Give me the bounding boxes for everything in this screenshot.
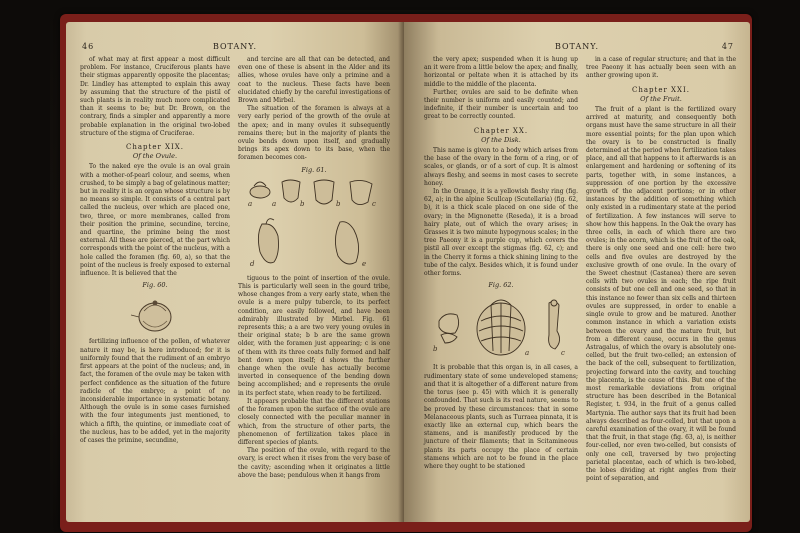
left-col1-para3: fertilizing influence of the pollen, of whatever nature it may be, is here introduced; for it is uniformly found that the rudiment of an embryo first appears at the point of the nucleus; and, in fact, the foramen of the ovule may be taken with perfect confidence as the situation of the future radicle of the embryo; a point of no inconsiderable importance in systematic botany. Although the ovule is in some cases furnished with the four integuments just mentioned, to which a fifth, the quintine, or immediate coat of the nucleus, has to be added, yet in the majority of cases the primine, secundine,	[80, 338, 230, 444]
left-col2-para5: The position of the ovule, with regard to the ovary, is erect when it rises from the very base of the cavity; ascending when it originates a little above the base; pendulous when it hangs from	[238, 447, 390, 479]
svg-text:a: a	[272, 199, 277, 208]
right-col2-para1: in a case of regular structure; and that in the tree Paeony it has actually been seen with an anther growing upon it.	[586, 56, 736, 80]
left-page-number: 46	[82, 42, 95, 51]
figure-62-disk-illustration	[431, 291, 571, 361]
right-page	[404, 22, 750, 522]
section-heading-disk: Of the Disk.	[481, 135, 521, 144]
svg-text:d: d	[250, 259, 255, 268]
right-column-2	[586, 56, 736, 483]
right-page-number: 47	[721, 42, 734, 51]
right-col2-para2: The fruit of a plant is the fertilized ovary arrived at maturity, and consequently both organs must have the same structure in all their more essential points; for the plan upon which the ovary is to be constructed is finally determined at the period when fertilization takes place, and all that happens to it afterwards is an enlargement and hardening or softening of its parts, together with, in some instances, a suppression of one portion by the excessive growth of the adjacent portions; or in other instances by the addition of something which only existed in a rudimentary state at the period of fertilization. A few instances will serve to show how this happens. In the Oak the ovary has three cells, in each of which there are two ovules; in the acorn, which is the fruit of the oak, there is only one seed and one cell: here two cells and five ovules are destroyed by the exclusive growth of one ovule. In the ovary of the Sweet chestnut (Castanea) there are seven cells with two ovules in each; the ripe fruit consists of but one cell and one seed, so that in this instance no fewer than six cells and thirteen ovules are suppressed, in order to enable a single ovule to grow and be matured. Another common instance in which a variation exists between the ovary and the mature fruit, but from a different cause, occurs in the genus Astragalus, of which the ovary is absolutely one-celled, but the fruit two-celled; an extension of the back of the cell, subsequent to fertilization, projecting forward into the cavity, and touching the placenta, is the cause of this. But one of the most remarkable deviations from original structure has been described in the Botanical Register, t. 934, in the fruit of a genus called Martynia. The author says that its fruit had been always described as four-celled, but that upon a careful examination of the ovary, it will be found that the fruit, in that stage (fig. 63, a), is neither four-celled, nor even two-celled, but consists of only one cell, traversed by two projecting parietal placentae, each of which is two-lobed, the lobes dividing at right angles from their point of separation, and	[586, 106, 736, 483]
svg-text:e: e	[362, 259, 367, 268]
right-running-head: BOTANY.	[554, 42, 600, 51]
left-page	[66, 22, 404, 522]
left-col1-para2: To the naked eye the ovule is an oval grain with a mother-of-pearl colour, and seems, when crushed, to be simply a bag of gelatinous matter; but in reality it is an organ whose structure is by no means so simple. It consists of a central part called the nucleus, over which are placed one, two, three, or more membranes, called from their position the primine, secundine, tercine, and quartine, the primine being the most external. All these are pierced, at the part which corresponds with the point of the nucleus, with a hole called the foramen (fig. 60, a), so that the point of the nucleus is freely exposed to external influence. It is believed that the	[80, 163, 230, 278]
section-heading-ovule: Of the Ovule.	[132, 152, 178, 161]
right-col1-para2: Further, ovules are said to be definite when their number is uniform and easily counted; and indefinite, if their number is uncertain and too great to be correctly counted.	[424, 88, 578, 121]
right-col1-para5: It is probable that this organ is, in all cases, a rudimentary state of some undeveloped stamens; and that it is altogether of a different nature from the torus (see p. 45) with which it is generally confounded. That such is its real nature, seems to be proved by these circumstances: that in some Melanaceous plants, such as Turraea pinnata, it is exactly like an external cup, which bears the stamens, and is manifestly produced by the juncture of their filaments; that in Scitamineous plants its parts occupy the place of certain stamens which are not to be found in the place where they ought to be stationed	[424, 364, 578, 470]
chapter-heading-xxi: Chapter XXI.	[631, 85, 690, 94]
figure-61-ovule-development-illustration	[244, 176, 384, 272]
left-col2-para3: tiguous to the point of insertion of the ovule. This is particularly well seen in the gourd tribe, whose changes from a very early state, when the ovule is a mere pulpy tubercle, to its perfect condition, are easily followed, and have been admirably illustrated by Mirbel. Fig. 61 represents this; a a are two very young ovules in their original state; b b are the same grown older, with the foramen just appearing; c is one of them with its three coats fully formed and half bent down upon itself; d shows the further change when the ovule has actually become inverted in consequence of the bending down being accomplished; and e represents the ovule in its perfect state, when ready to be fertilized.	[238, 274, 390, 397]
svg-text:b: b	[336, 199, 341, 208]
right-column-1	[424, 56, 578, 471]
figure-60-label: Fig. 60.	[142, 281, 168, 290]
left-column-2	[238, 56, 390, 480]
svg-text:c: c	[372, 199, 376, 208]
left-col2-para2: The situation of the foramen is always at a very early period of the growth of the ovule at the apex; and in many ovules it subsequently remains there; but in the majority of plants the ovule bends down upon itself, and gradually brings its apex down to its base, when the foramen becomes con-	[238, 105, 390, 162]
svg-text:a: a	[525, 349, 530, 358]
left-col1-para1: of what may at first appear a most difficult problem. For instance, Cruciferous plants have their stigmas apparently opposite the placentas; Dr. Lindley has attempted to explain this away by assuming that the structure of the pistil of such plants is in reality much more complicated than it seems to be; but Dr. Brown, on the contrary, finds a simpler and apparently a more probable explanation in the original two-lobed structure of the stigma of Cruciferae.	[80, 56, 230, 137]
svg-text:b: b	[433, 345, 438, 354]
left-col2-para1: and tercine are all that can be detected, and even one of these is absent in the Alder and its allies, whose ovules have only a primine and a coat to the nucleus. These facts have been elucidated chiefly by the careful investigations of Brown and Mirbel.	[238, 56, 390, 105]
svg-text:b: b	[300, 199, 305, 208]
left-col2-para4: It appears probable that the different stations of the foramen upon the surface of the ovule are closely connected with the peculiar manner in which, from the structure of other parts, the phenomenon of fertilization takes place in different species of plants.	[238, 397, 390, 446]
left-column-1	[80, 56, 230, 445]
right-col1-para1: the very apex; suspended when it is hung up an it were from a little below the apex; and finally, horizontal or peltate when it is attached by its middle to the middle of the placenta.	[424, 56, 578, 88]
figure-62-label: Fig. 62.	[488, 281, 514, 290]
right-col1-para4: In the Orange, it is a yellowish fleshy ring (fig. 62, a); in the alpine Scullcap (Scutellaria) (fig. 62, b), it is a thick scale placed on one side of the ovary; in the Mignonette (Reseda), it is a broad hairy plate, out of which the ovary arises; in Grasses it is two minute hypogynous scales; in the tree Paeony it is a purple cup, which covers the pistil all over except the stigmas (fig. 62, c); and in the Cherry it forms a thick shining lining to the tube of the calyx. Besides which, it is found under other forms.	[424, 188, 578, 278]
left-running-head: BOTANY.	[212, 42, 258, 51]
chapter-heading-xix: Chapter XIX.	[125, 143, 184, 152]
svg-text:c: c	[561, 349, 565, 358]
svg-text:a: a	[248, 199, 253, 208]
section-heading-fruit: Of the Fruit.	[640, 94, 682, 103]
figure-61-label: Fig. 61.	[301, 165, 327, 174]
right-col1-para3: This name is given to a body which arises from the base of the ovary in the form of a ring, or of scales, or glands, or of a sort of cup. It is almost always fleshy, and seems in most cases to secrete honey.	[424, 147, 578, 187]
chapter-heading-xx: Chapter XX.	[473, 126, 529, 135]
figure-60-ovule-illustration	[125, 291, 185, 335]
